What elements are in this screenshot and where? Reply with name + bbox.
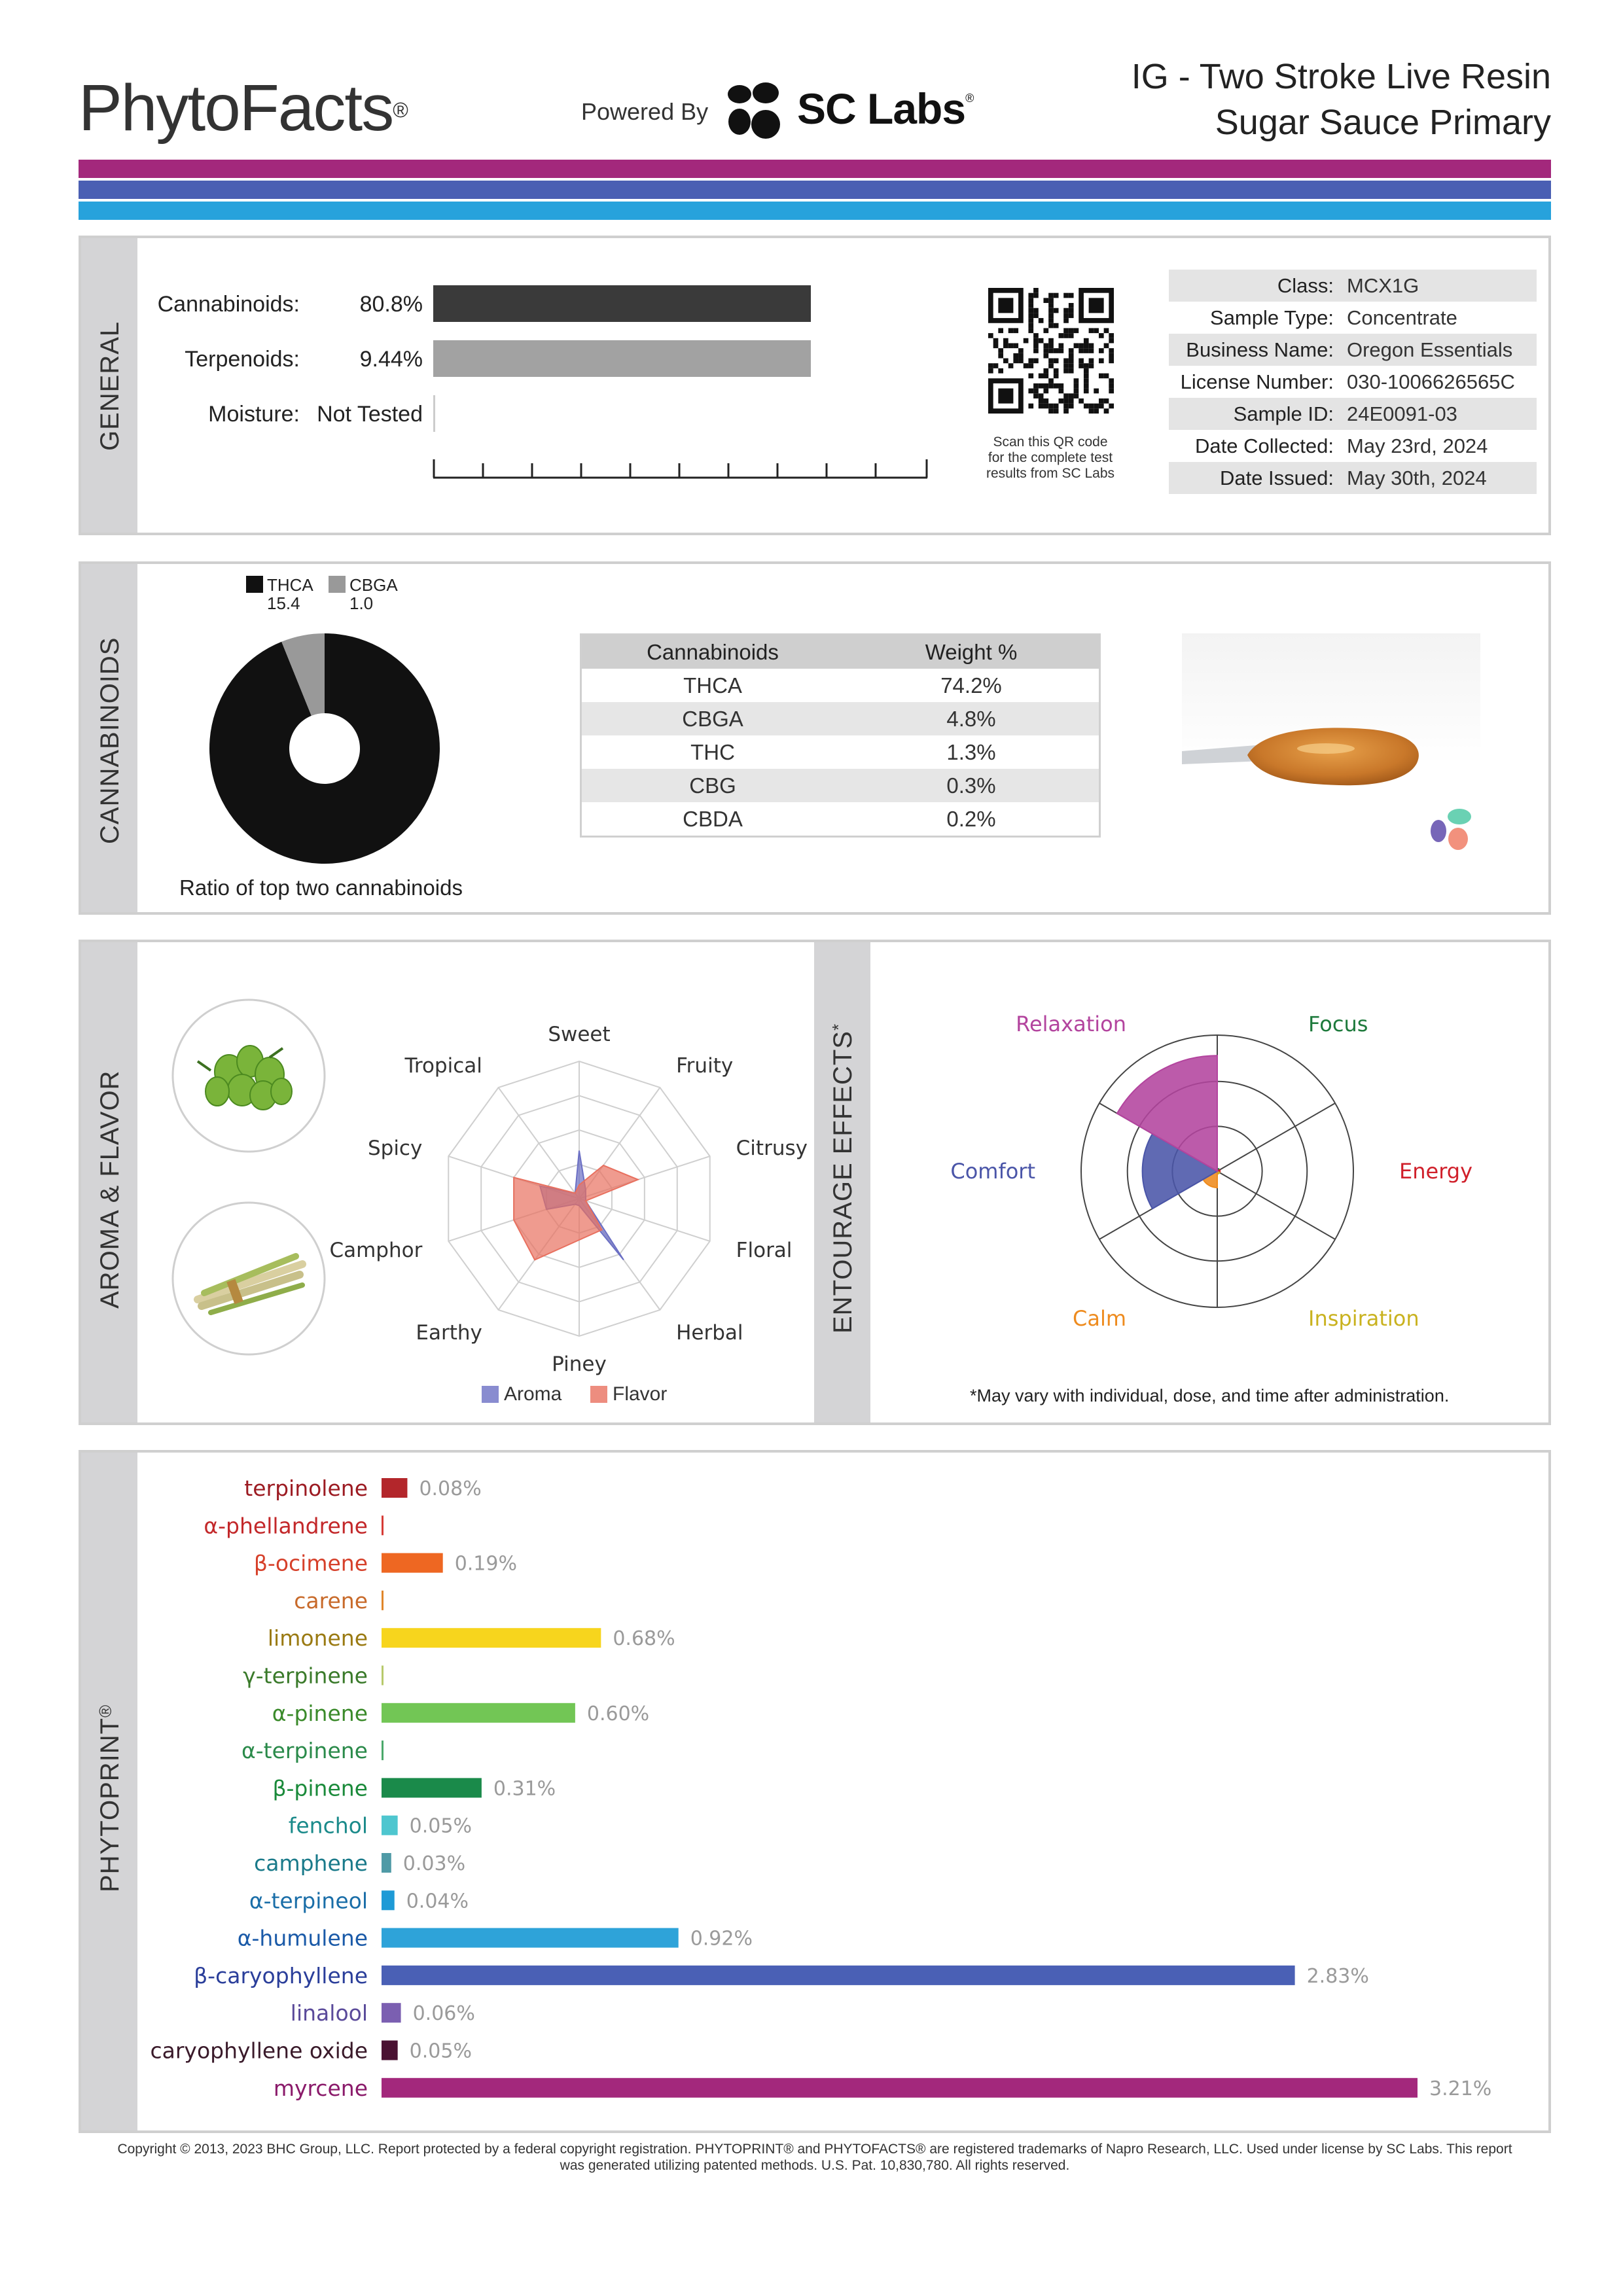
table-header-cannabinoid: Cannabinoids	[647, 640, 779, 664]
terpene-value-label: 3.21%	[1429, 2077, 1492, 2100]
entourage-note: *May vary with individual, dose, and time after administration.	[970, 1386, 1450, 1405]
info-value: May 23rd, 2024	[1347, 434, 1488, 457]
table-cell-name: THCA	[683, 673, 742, 698]
legend-swatch-aroma	[482, 1386, 499, 1403]
table-cell-weight: 74.2%	[940, 673, 1002, 698]
sc-labs-wordmark	[797, 84, 973, 133]
terpene-bar	[382, 2078, 1418, 2098]
table-cell-weight: 0.2%	[946, 807, 996, 831]
terpene-label: α-terpineol	[249, 1888, 368, 1914]
qr-code-icon[interactable]	[988, 288, 1114, 414]
terpene-label: limonene	[267, 1625, 368, 1651]
info-row-license-number	[1169, 366, 1537, 398]
info-row-class	[1169, 270, 1537, 302]
entourage-section-label	[829, 1023, 858, 1333]
table-row	[582, 702, 1099, 735]
info-key: Sample ID:	[1233, 402, 1334, 425]
cannabinoids-table	[580, 633, 1101, 838]
terpene-bar	[382, 1966, 1295, 1985]
general-section-label: GENERAL	[96, 321, 124, 451]
moisture-value: Not Tested	[317, 402, 423, 427]
stripe-blue	[79, 181, 1551, 199]
radar-axis-label: Floral	[736, 1238, 793, 1262]
terpene-bar	[382, 1628, 601, 1648]
info-key: Date Issued:	[1219, 467, 1334, 489]
info-row-business-name	[1169, 334, 1537, 366]
effect-label-inspiration: Inspiration	[1308, 1306, 1419, 1332]
terpene-label: α-terpinene	[241, 1738, 368, 1764]
terpene-value-label: 0.60%	[586, 1702, 650, 1725]
terpene-bar	[382, 1478, 407, 1498]
phytoprint-section-label	[96, 1704, 125, 1892]
product-title	[1132, 54, 1551, 145]
terpene-label: camphene	[254, 1850, 368, 1876]
product-title-line1: IG - Two Stroke Live Resin	[1131, 57, 1551, 96]
legend-thca-value: 15.4	[267, 593, 300, 613]
terpene-bar	[382, 1591, 383, 1610]
terpene-label: α-phellandrene	[204, 1513, 368, 1539]
terpene-bar	[382, 1890, 395, 1910]
terpene-value-label: 0.68%	[613, 1627, 675, 1651]
terpene-label: caryophyllene oxide	[150, 2038, 368, 2064]
table-cell-name: CBG	[689, 773, 736, 798]
stripe-cyan	[79, 202, 1551, 220]
moisture-bar	[433, 395, 435, 432]
info-key: License Number:	[1180, 370, 1334, 393]
terpene-value-label: 0.05%	[409, 1814, 472, 1838]
info-key: Sample Type:	[1210, 306, 1334, 329]
table-header	[582, 635, 1099, 669]
aroma-sidebar	[81, 942, 137, 1422]
legend-swatch-flavor	[590, 1386, 607, 1403]
table-header-weight: Weight %	[925, 640, 1018, 664]
legend-aroma: Aroma	[504, 1383, 562, 1405]
lemongrass-image	[171, 1201, 326, 1356]
brand-registered-mark: ®	[393, 98, 407, 122]
effect-label-calm: Calm	[1072, 1306, 1126, 1332]
info-row-date-collected	[1169, 430, 1537, 462]
info-row-sample-id	[1169, 398, 1537, 430]
qr-caption-line1: Scan this QR code	[993, 434, 1108, 450]
info-value: Oregon Essentials	[1347, 338, 1513, 361]
terpene-label: terpinolene	[244, 1475, 368, 1501]
qr-caption-line2: for the complete test	[988, 450, 1113, 465]
info-value: MCX1G	[1347, 274, 1419, 297]
qr-caption-line3: results from SC Labs	[986, 466, 1115, 481]
table-cell-name: THC	[690, 740, 735, 764]
terpene-value-label: 0.19%	[454, 1552, 518, 1576]
terpene-bar	[382, 1515, 383, 1535]
terpene-label: fenchol	[288, 1812, 368, 1839]
polar-spoke	[1217, 1103, 1335, 1171]
effect-label-relaxation: Relaxation	[1016, 1011, 1126, 1036]
terpene-bar	[382, 1778, 482, 1797]
cannabinoids-bar	[433, 285, 811, 322]
general-sidebar	[81, 238, 137, 533]
info-key: Business Name:	[1186, 338, 1334, 361]
phytoprint-registered-mark: ®	[96, 1704, 115, 1718]
entourage-label-text: ENTOURAGE EFFECTS	[829, 1031, 857, 1333]
terpene-value-label: 0.06%	[412, 2002, 475, 2026]
terpene-value-label: 0.03%	[402, 1852, 466, 1875]
terpene-value-label: 2.83%	[1306, 1964, 1369, 1988]
info-value: Concentrate	[1347, 306, 1457, 329]
qr-caption	[955, 434, 1145, 482]
terpene-bar	[382, 1928, 679, 1948]
radar-axis-label: Earthy	[416, 1320, 482, 1345]
terpene-bar	[382, 2041, 398, 2060]
legend-thca	[267, 576, 313, 612]
terpenoids-label: Terpenoids:	[185, 347, 300, 372]
terpene-bar	[382, 1740, 383, 1760]
info-key: Class:	[1277, 274, 1334, 297]
sc-labs-logo-icon	[720, 80, 785, 143]
radar-axis-label: Tropical	[404, 1054, 482, 1078]
terpene-label: β-pinene	[272, 1775, 368, 1801]
cannabinoids-section-label: CANNABINOIDS	[96, 637, 124, 844]
entourage-effects-chart	[950, 995, 1473, 1348]
terpene-label: α-humulene	[237, 1925, 368, 1951]
radar-axis-label: Citrusy	[736, 1137, 808, 1161]
phytofacts-logo	[79, 71, 407, 146]
terpene-bar	[382, 2003, 401, 2022]
aroma-section-label: AROMA & FLAVOR	[96, 1070, 124, 1309]
cannabinoid-donut-chart	[205, 629, 444, 868]
donut-caption: Ratio of top two cannabinoids	[179, 875, 463, 900]
terpene-value-label: 0.08%	[419, 1477, 482, 1500]
powered-by-label: Powered By	[581, 98, 709, 125]
terpenoids-value: 9.44%	[359, 347, 423, 372]
terpene-bar	[382, 1703, 575, 1723]
effect-label-energy: Energy	[1399, 1159, 1473, 1184]
hops-image	[171, 998, 326, 1153]
terpene-label: linalool	[290, 2000, 368, 2026]
legend-cbga-value: 1.0	[349, 593, 374, 613]
legend-swatch-thca	[246, 576, 263, 593]
lab-name: SC Labs	[797, 84, 966, 133]
terpene-value-label: 0.05%	[409, 2040, 472, 2063]
phytoprint-label-text: PHYTOPRINT	[96, 1717, 124, 1892]
footer-line1: Copyright © 2013, 2023 BHC Group, LLC. Report protected by a federal copyright registration. PHYTOPRINT® and PHYTOFACTS® are registered trademarks of Napro Research, LLC. Used under license by SC Labs. This report	[117, 2142, 1512, 2157]
footer-line2: was generated utilizing patented methods. U.S. Pat. 10,830,780. All rights reserved.	[560, 2158, 1070, 2173]
terpene-label: β-caryophyllene	[194, 1962, 368, 1988]
cannabinoids-value: 80.8%	[359, 292, 423, 317]
info-value: May 30th, 2024	[1347, 467, 1487, 489]
phytoprint-sidebar	[81, 1453, 137, 2130]
table-row	[582, 735, 1099, 769]
info-row-sample-type	[1169, 302, 1537, 334]
polar-spoke	[1217, 1171, 1335, 1239]
radar-axis-label: Herbal	[676, 1320, 743, 1345]
lab-registered-mark: ®	[965, 92, 974, 105]
terpene-value-label: 0.92%	[690, 1927, 753, 1951]
legend-flavor: Flavor	[613, 1383, 668, 1405]
terpene-label: β-ocimene	[253, 1550, 368, 1576]
radar-axis-label: Camphor	[329, 1238, 423, 1262]
terpene-bar-chart	[137, 1466, 1544, 2120]
radar-axis-label: Piney	[552, 1352, 607, 1376]
terpene-bar	[382, 1853, 391, 1873]
table-cell-weight: 4.8%	[946, 707, 996, 731]
sc-labs-mini-logo-icon	[1425, 804, 1478, 856]
legend-cbga	[349, 576, 398, 612]
table-cell-weight: 0.3%	[946, 773, 996, 798]
moisture-label: Moisture:	[208, 402, 300, 427]
terpene-label: carene	[294, 1587, 368, 1614]
brand-name: PhytoFacts	[79, 71, 393, 145]
info-row-date-issued	[1169, 462, 1537, 494]
table-cell-name: CBGA	[682, 707, 743, 731]
entourage-asterisk: *	[829, 1023, 848, 1031]
legend-cbga-name: CBGA	[349, 575, 398, 595]
terpene-bar	[382, 1553, 443, 1573]
entourage-sidebar	[814, 942, 870, 1422]
legend-thca-name: THCA	[267, 575, 313, 595]
terpene-bar	[382, 1816, 398, 1835]
radar-axis-label: Fruity	[676, 1054, 734, 1078]
radar-axis-label: Spicy	[367, 1137, 423, 1161]
table-row	[582, 669, 1099, 702]
product-title-line2: Sugar Sauce Primary	[1215, 103, 1551, 142]
stripe-magenta	[79, 160, 1551, 178]
info-value: 030-1006626565C	[1347, 370, 1515, 393]
info-value: 24E0091-03	[1347, 402, 1457, 425]
copyright-footer	[79, 2141, 1551, 2174]
table-row	[582, 769, 1099, 802]
effect-label-focus: Focus	[1308, 1011, 1368, 1036]
table-cell-weight: 1.3%	[946, 740, 996, 764]
terpene-value-label: 0.31%	[493, 1777, 556, 1801]
cannabinoids-label: Cannabinoids:	[157, 292, 300, 317]
terpene-bar	[382, 1666, 383, 1686]
radar-axis-label: Sweet	[548, 1023, 611, 1046]
general-scale-axis	[429, 458, 933, 484]
aroma-flavor-radar-chart	[327, 981, 812, 1376]
info-key: Date Collected:	[1195, 434, 1334, 457]
effect-label-comfort: Comfort	[950, 1159, 1035, 1184]
legend-swatch-cbga	[329, 576, 346, 593]
table-row	[582, 802, 1099, 836]
cannabinoids-sidebar	[81, 564, 137, 912]
terpene-value-label: 0.04%	[406, 1890, 469, 1913]
terpene-label: α-pinene	[272, 1700, 368, 1726]
terpene-label: myrcene	[273, 2075, 368, 2101]
radar-spoke	[499, 1087, 579, 1199]
terpene-label: γ-terpinene	[243, 1663, 368, 1689]
table-cell-name: CBDA	[683, 807, 743, 831]
terpenoids-bar	[433, 340, 811, 377]
